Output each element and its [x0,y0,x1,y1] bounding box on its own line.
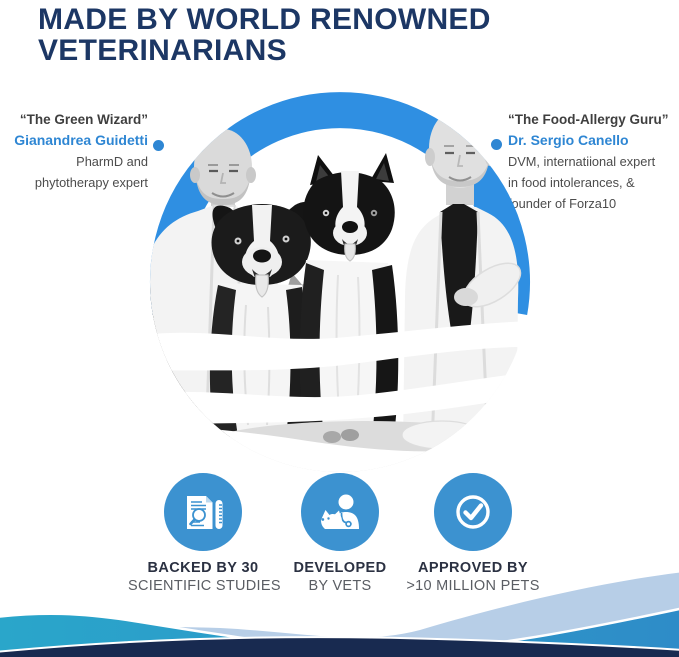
badge-label-line2: >10 MILLION PETS [406,578,540,594]
right-vet-hand [454,288,478,306]
left-vet-quote: “The Green Wizard” [19,112,148,127]
approved-check-icon [450,489,496,535]
badge-label-line2: SCIENTIFIC STUDIES [128,578,281,594]
badge-circle [164,473,242,551]
badge-label-line1: DEVELOPED [293,560,387,576]
right-vet-credential: DVM, internatiional expert [508,154,656,169]
badge-label-line2: BY VETS [308,578,372,594]
left-vet-credential: PharmD and [76,154,148,169]
scientific-studies-icon [180,489,226,535]
page-title-line1: MADE BY WORLD RENOWNED [38,3,491,36]
coat-sleeve [402,421,482,449]
wave-decoration [0,562,679,657]
badge-label-line1: APPROVED BY [418,560,528,576]
cat-paw [341,429,359,441]
badge-circle [301,473,379,551]
page-title [38,4,491,66]
badge-label-line1: BACKED BY 30 [147,560,259,576]
right-vet-credential: founder of Forza10 [508,196,617,211]
page-title-line2: VETERINARIANS [38,34,287,67]
right-vet-name: Dr. Sergio Canello [508,132,629,148]
right-vet-quote: “The Food-Allergy Guru” [508,112,669,127]
left-vet-credential: phytotherapy expert [34,175,148,190]
left-vet-name: Gianandrea Guidetti [14,132,148,148]
right-vet-credential: in food intolerances, & [508,175,635,190]
cat-paw [323,431,341,443]
veterinarians-photo-illustration [110,85,570,480]
badge-circle [434,473,512,551]
vet-with-dog-icon [317,489,363,535]
